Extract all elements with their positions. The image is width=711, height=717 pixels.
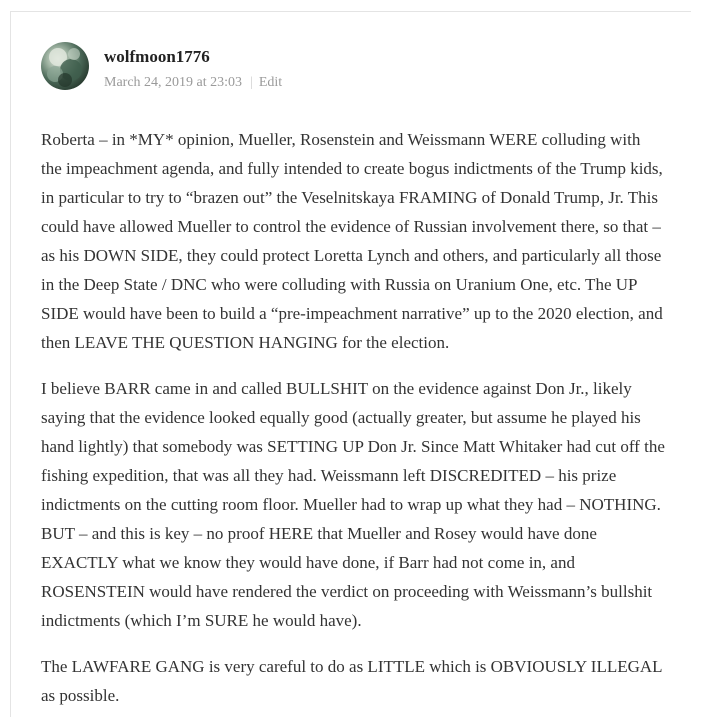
meta-separator: |	[250, 75, 253, 90]
comment-meta	[104, 75, 282, 91]
comment-card	[10, 11, 691, 717]
comment-paragraph-1: Roberta – in *MY* opinion, Mueller, Rosenstein and Weissmann WERE colluding with the impeachment agenda, and fully intended to create bogus indictments of the Trump kids, in particular to try to “brazen out” the Veselnitskaya FRAMING of Donald Trump, Jr. This could have allowed Mueller to control the evidence of Russian involvement there, so that – as his DOWN SIDE, they could protect Loretta Lynch and others, and particularly all those in the Deep State / DNC who were colluding with Russia on Uranium One, etc. The UP SIDE would have been to build a “pre-impeachment narrative” up to the 2020 election, and then LEAVE THE QUESTION HANGING for the election.	[41, 130, 663, 352]
comment-date-link[interactable]: March 24, 2019 at 23:03	[104, 75, 243, 90]
comment-author-link[interactable]: wolfmoon1776	[104, 47, 210, 66]
comment-paragraph-2: I believe BARR came in and called BULLSHIT on the evidence against Don Jr., likely saying that the evidence looked equally good (actually greater, but assume he played his hand lightly) that somebody was SETTING UP Don Jr. Since Matt Whitaker had cut off the fishing expedition, that was all they had. Weissmann left DISCREDITED – his prize indictments on the cutting room floor. Mueller had to wrap up what they had – NOTHING. BUT – and this is key – no proof HERE that Mueller and Rosey would have done EXACTLY what we know they would have done, if Barr had not come in, and ROSENSTEIN would have rendered the verdict on proceeding with Weissmann’s bullshit indictments (which I’m SURE he would have).	[41, 379, 665, 630]
avatar-image	[41, 42, 89, 90]
comment-body	[41, 125, 665, 717]
comment-paragraph-3: The LAWFARE GANG is very careful to do as LITTLE which is OBVIOUSLY ILLEGAL as possible.	[41, 657, 662, 705]
avatar[interactable]	[41, 42, 89, 90]
edit-link[interactable]: Edit	[258, 75, 283, 90]
